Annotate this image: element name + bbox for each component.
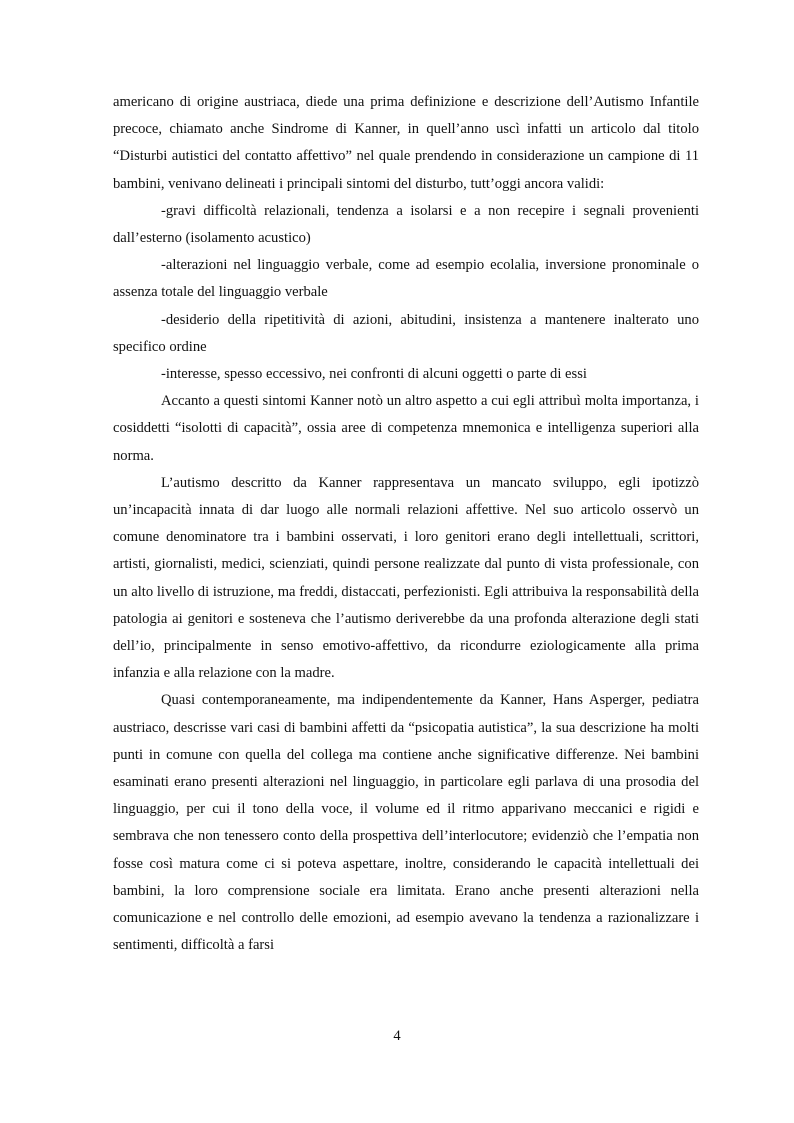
paragraph-islands-of-ability: Accanto a questi sintomi Kanner notò un altro aspetto a cui egli attribuì molta importanza, i cosiddetti “isolotti di capacità”, ossia aree di competenza mnemonica e intelligenza superiori alla norma. [113,393,699,464]
paragraph-asperger: Quasi contemporaneamente, ma indipendentemente da Kanner, Hans Asperger, pediatra austriaco, descrisse vari casi di bambini affetti da “psicopatia autistica”, la sua descrizione ha molti punti in comune con quella del collega ma contiene anche significative differenze. Nei bambini esaminati erano presenti alterazioni nel linguaggio, in particolare egli parlava di una prosodia del linguaggio, per cui il tono della voce, il volume ed il ritmo apparivano meccanici e rigidi e sembrava che non tenessero conto della prospettiva dell’interlocutore; evidenziò che l’empatia non fosse così matura come ci si poteva aspettare, inoltre, considerando le capacità intellettuali dei bambini, la loro comprensione sociale era limitata. Erano anche presenti alterazioni nella comunicazione e nel controllo delle emozioni, ad esempio avevano la tendenza a razionalizzare i sentimenti, difficoltà a farsi [113,692,699,954]
page-number: 4 [393,1028,401,1044]
symptom-item-relational: -gravi difficoltà relazionali, tendenza a isolarsi e a non recepire i segnali provenienti dall’esterno (isolamento acustico) [113,202,699,247]
symptom-item-repetition: -desiderio della ripetitività di azioni, abitudini, insistenza a mantenere inalterato uno specifico ordine [113,311,699,355]
paragraph-kanner-autism: L’autismo descritto da Kanner rappresentava un mancato sviluppo, egli ipotizzò un’incapacità innata di dar luogo alle normali relazioni affettive. Nel suo articolo osservò un comune denominatore tra i bambini osservati, i loro genitori erano degli intellettuali, scrittori, artisti, giornalisti, medici, scienziati, quindi persone realizzate dal punto di vista professionale, con un alto livello di istruzione, ma freddi, distaccati, perfezionisti. Egli attribuiva la responsabilità della patologia ai genitori e sosteneva che l’autismo deriverebbe da una profonda alterazione degli stati dell’io, principalmente in senso emotivo-affettivo, da ricondurre eziologicamente alla prima infanzia e alla relazione con la madre. [113,474,699,682]
paragraph-continuation: americano di origine austriaca, diede una prima definizione e descrizione dell’Autismo Infantile precoce, chiamato anche Sindrome di Kanner, in quell’anno uscì infatti un articolo dal titolo “Disturbi autistici del contatto affettivo” nel quale prendendo in considerazione un campione di 11 bambini, venivano delineati i principali sintomi del disturbo, tutt’oggi ancora validi: [113,94,699,192]
symptom-item-language: -alterazioni nel linguaggio verbale, come ad esempio ecolalia, inversione pronominale o assenza totale del linguaggio verbale [113,257,699,301]
symptom-item-interest: -interesse, spesso eccessivo, nei confronti di alcuni oggetti o parte di essi [161,366,587,383]
body-text [113,89,699,960]
